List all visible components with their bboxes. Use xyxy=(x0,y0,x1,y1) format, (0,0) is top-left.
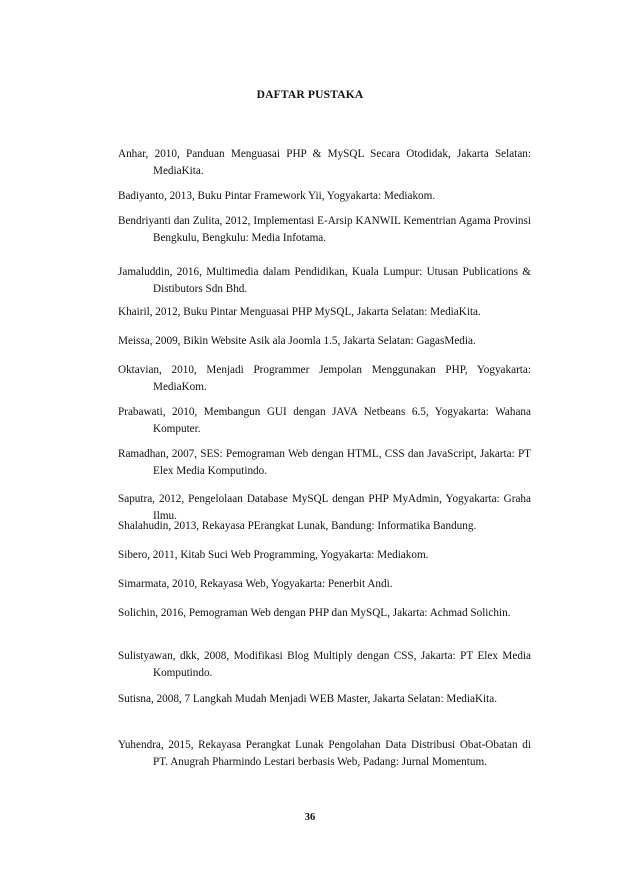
reference-entry: Khairil, 2012, Buku Pintar Menguasai PHP MySQL, Jakarta Selatan: MediaKita. xyxy=(118,306,481,318)
reference-entry: Solichin, 2016, Pemograman Web dengan PHP dan MySQL, Jakarta: Achmad Solichin. xyxy=(118,607,511,619)
reference-entry: Anhar, 2010, Panduan Menguasai PHP & MySQL Secara Otodidak, Jakarta Selatan: MediaKita. xyxy=(118,148,531,177)
reference-entry: Badiyanto, 2013, Buku Pintar Framework Yii, Yogyakarta: Mediakom. xyxy=(118,190,436,202)
page-number: 36 xyxy=(304,812,316,823)
reference-entry: Prabawati, 2010, Membangun GUI dengan JAVA Netbeans 6.5, Yogyakarta: Wahana Komputer. xyxy=(118,406,531,435)
reference-entry: Shalahudin, 2013, Rekayasa PErangkat Lunak, Bandung: Informatika Bandung. xyxy=(118,520,477,532)
reference-entry: Saputra, 2012, Pengelolaan Database MySQL dengan PHP MyAdmin, Yogyakarta: Graha Ilmu. xyxy=(118,493,531,522)
reference-entry: Sibero, 2011, Kitab Suci Web Programming, Yogyakarta: Mediakom. xyxy=(118,549,429,561)
reference-entry: Meissa, 2009, Bikin Website Asik ala Joomla 1.5, Jakarta Selatan: GagasMedia. xyxy=(118,335,476,347)
reference-entry: Simarmata, 2010, Rekayasa Web, Yogyakarta: Penerbit Andi. xyxy=(118,578,393,590)
reference-entry: Sulistyawan, dkk, 2008, Modifikasi Blog Multiply dengan CSS, Jakarta: PT Elex Media Komputindo. xyxy=(118,650,531,679)
page-title: DAFTAR PUSTAKA xyxy=(256,89,364,101)
reference-entry: Jamaluddin, 2016, Multimedia dalam Pendidikan, Kuala Lumpur: Utusan Publications & Distibutors Sdn Bhd. xyxy=(118,266,531,295)
reference-entry: Bendriyanti dan Zulita, 2012, Implementasi E-Arsip KANWIL Kementrian Agama Provinsi Bengkulu, Bengkulu: Media Infotama. xyxy=(118,215,531,244)
reference-entry: Ramadhan, 2007, SES: Pemograman Web dengan HTML, CSS dan JavaScript, Jakarta: PT Elex Media Komputindo. xyxy=(118,448,531,477)
reference-entry: Sutisna, 2008, 7 Langkah Mudah Menjadi WEB Master, Jakarta Selatan: MediaKita. xyxy=(118,693,498,705)
reference-entry: Oktavian, 2010, Menjadi Programmer Jempolan Menggunakan PHP, Yogyakarta: MediaKom. xyxy=(118,364,531,393)
reference-entry: Yuhendra, 2015, Rekayasa Perangkat Lunak Pengolahan Data Distribusi Obat-Obatan di PT. Anugrah Pharmindo Lestari berbasis Web, Padang: Jurnal Momentum. xyxy=(118,739,531,768)
